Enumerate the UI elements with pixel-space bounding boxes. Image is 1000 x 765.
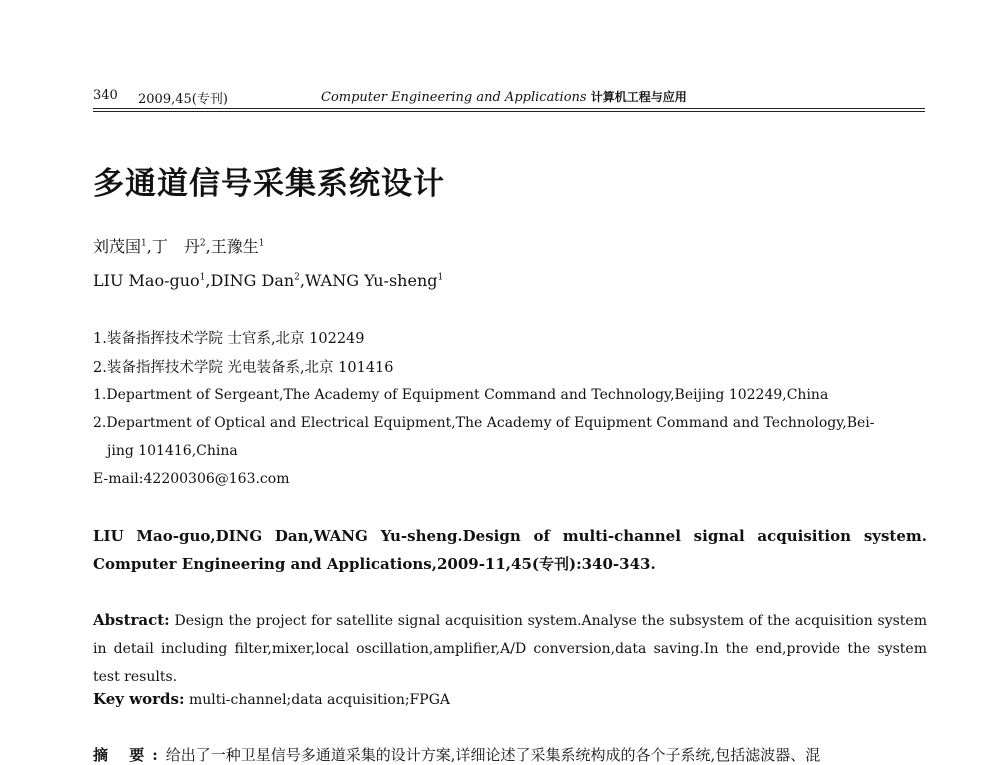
header-rule-bottom bbox=[93, 111, 925, 112]
authors-en: LIU Mao-guo$^1$,DING Dan$^2$,WANG Yu-sheng$^1$ bbox=[93, 271, 444, 290]
author-cn-mark: 2 bbox=[199, 238, 206, 249]
author-en-name: LIU Mao-guo bbox=[93, 271, 200, 290]
abstract bbox=[93, 606, 927, 691]
author-cn-name: 丁 丹 bbox=[151, 237, 200, 256]
journal-name-en: Computer Engineering and Applications bbox=[321, 90, 587, 105]
author-en-mark: 1 bbox=[437, 272, 444, 283]
affiliation-en-2: 2.Department of Optical and Electrical Equipment,The Academy of Equipment Command and Technology,Bei- bbox=[93, 415, 875, 431]
author-cn-name: 王豫生 bbox=[210, 237, 259, 256]
paper-title: 多通道信号采集系统设计 bbox=[93, 166, 445, 202]
issue-info: 2009,45(专刊) bbox=[138, 92, 228, 107]
author-cn-mark: 1 bbox=[141, 238, 147, 249]
affiliation-en-1: 1.Department of Sergeant,The Academy of Equipment Command and Technology,Beijing 102249,China bbox=[93, 387, 829, 403]
affiliation-en-2-cont: jing 101416,China bbox=[107, 443, 238, 459]
running-header bbox=[93, 86, 925, 110]
citation: LIU Mao-guo,DING Dan,WANG Yu-sheng.Design of multi-channel signal acquisition system. Computer Engineering and Applications,2009-11,45(专刊):340-343. bbox=[93, 527, 927, 573]
cn-abstract-label: 摘 要: bbox=[93, 746, 166, 764]
journal-name bbox=[321, 88, 687, 105]
author-cn-mark: 1 bbox=[258, 238, 265, 249]
author-cn-name: 刘茂国 bbox=[93, 237, 142, 256]
page-number: 340 bbox=[93, 88, 118, 103]
cn-abstract bbox=[93, 744, 820, 765]
keywords-text: multi-channel;data acquisition;FPGA bbox=[188, 692, 450, 708]
affiliation-cn-2: 2.装备指挥技术学院 光电装备系,北京 101416 bbox=[93, 360, 394, 376]
affiliation-cn-1: 1.装备指挥技术学院 士官系,北京 102249 bbox=[93, 331, 365, 347]
abstract-text: Design the project for satellite signal acquisition system.Analyse the subsystem of the acquisition system in detail including filter,mixer,local oscillation,amplifier,A/D conversion,data saving.In the end,provide the system test results. bbox=[93, 613, 927, 685]
email[interactable]: E-mail:42200306@163.com bbox=[93, 471, 290, 487]
keywords-label: Key words: bbox=[93, 690, 185, 708]
author-en-name: DING Dan bbox=[210, 271, 295, 290]
header-rule-top bbox=[93, 108, 925, 109]
journal-name-cn: 计算机工程与应用 bbox=[590, 90, 687, 104]
affiliations-en bbox=[93, 381, 927, 493]
abstract-label: Abstract: bbox=[93, 611, 170, 629]
author-en-mark: 1 bbox=[199, 272, 206, 283]
keywords bbox=[93, 690, 450, 708]
author-en-name: WANG Yu-sheng bbox=[305, 271, 438, 290]
cn-abstract-text: 给出了一种卫星信号多通道采集的设计方案,详细论述了采集系统构成的各个子系统,包括滤波器、混 bbox=[165, 746, 821, 764]
author-en-mark: 2 bbox=[294, 272, 300, 283]
authors-cn: 刘茂国$^1$,丁 丹$^2$,王豫生$^1$ bbox=[93, 237, 265, 256]
